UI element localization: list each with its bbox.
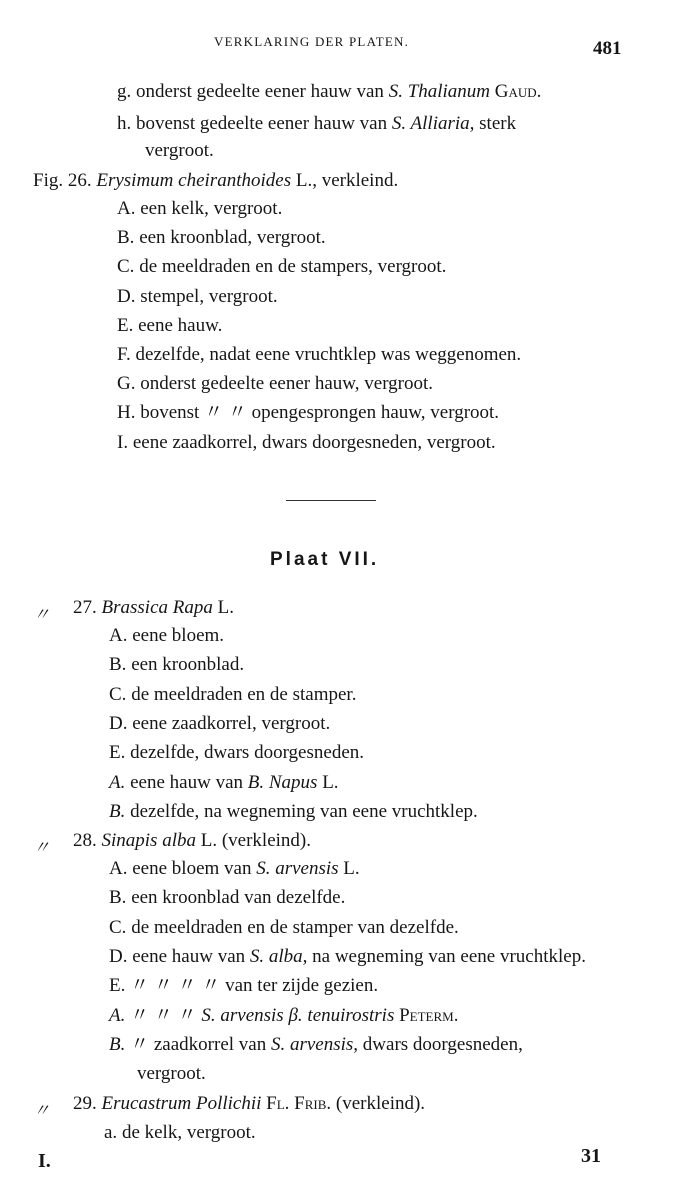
item-key: B. — [109, 800, 126, 822]
figure-rest: L., verkleind. — [295, 170, 399, 191]
item-key: H. — [117, 402, 136, 424]
item-key: A. — [109, 858, 128, 879]
species-name: B. Napus — [247, 771, 318, 793]
item-text: onderst gedeelte eener hauw, vergroot. — [140, 373, 434, 395]
item-text: dezelfde, na wegneming van eene vruchtklep. — [130, 800, 478, 822]
entry-text: onderst gedeelte eener hauw van — [136, 81, 384, 102]
figure-rest: L. — [217, 597, 234, 618]
item-continuation: vergroot. — [137, 1063, 206, 1085]
item-tail: na wegneming van eene vruchtklep. — [312, 945, 586, 967]
figure-label: Fig. 26. — [33, 170, 92, 191]
item-tail: dwars doorgesneden, — [362, 1033, 523, 1055]
plate-heading: Plaat VII. — [270, 549, 380, 570]
list-item — [109, 1034, 523, 1056]
list-item — [109, 887, 345, 909]
item-text: 〃 zaadkorrel van — [130, 1033, 267, 1055]
item-key: B. — [117, 227, 135, 249]
list-item — [109, 858, 360, 880]
list-item — [109, 625, 224, 647]
entry-tail: sterk — [479, 113, 517, 134]
entry-h-continuation: vergroot. — [145, 140, 214, 161]
list-item — [109, 684, 356, 706]
item-key: a. — [104, 1122, 118, 1143]
item-text: eene hauw van — [132, 945, 246, 967]
list-item — [109, 801, 478, 823]
item-tail: L. — [343, 858, 360, 879]
entry-h — [117, 113, 516, 135]
item-key: G. — [117, 373, 136, 395]
list-item — [117, 286, 278, 308]
list-item — [117, 256, 446, 278]
item-text: dezelfde, nadat eene vruchtklep was weggenomen. — [135, 344, 522, 365]
figure-rest: (verkleind). — [335, 1093, 426, 1114]
item-text: de meeldraden en de stamper. — [131, 683, 357, 705]
item-tail: Peterm. — [399, 1004, 459, 1026]
section-divider — [286, 500, 376, 501]
ditto-mark: 〃 — [33, 1101, 50, 1120]
list-item — [117, 402, 499, 424]
item-key: C. — [117, 256, 135, 278]
item-text: eene zaadkorrel, vergroot. — [132, 712, 331, 734]
item-key: B. — [109, 654, 127, 676]
list-item — [104, 1122, 256, 1144]
item-text: 〃 〃 〃 〃 van ter zijde gezien. — [130, 975, 379, 997]
entry-key: g. — [117, 81, 132, 102]
signature-mark: I. — [38, 1150, 51, 1172]
item-key: A. — [109, 1004, 126, 1026]
sheet-number: 31 — [581, 1145, 601, 1167]
list-item — [109, 742, 364, 764]
entry-g — [117, 81, 541, 103]
list-item — [109, 975, 378, 997]
item-text: 〃 〃 〃 — [130, 1004, 197, 1026]
item-text: een kroonblad van dezelfde. — [131, 887, 346, 909]
item-key: D. — [117, 285, 136, 307]
item-text: dezelfde, dwars doorgesneden. — [130, 742, 365, 764]
entry-key: h. — [117, 113, 132, 134]
species-name: S. arvensis — [256, 858, 339, 879]
list-item — [117, 198, 282, 220]
item-text: een kroonblad, vergroot. — [139, 227, 326, 249]
list-item — [117, 432, 496, 454]
item-key: E. — [117, 314, 134, 336]
running-title: VERKLARING DER PLATEN. — [214, 34, 410, 49]
author-name: Fl. Frib. — [266, 1093, 332, 1114]
figure-heading-27 — [73, 597, 234, 619]
item-key: F. — [117, 344, 131, 365]
list-item — [117, 344, 521, 366]
species-name: Sinapis alba — [101, 830, 196, 851]
item-text: de kelk, vergroot. — [121, 1122, 256, 1143]
page-number: 481 — [593, 38, 622, 59]
item-key: C. — [109, 683, 127, 705]
item-key: A. — [109, 771, 126, 793]
item-key: I. — [117, 431, 129, 453]
item-text: bovenst 〃 〃 opengesprongen hauw, vergroot. — [140, 402, 500, 424]
item-text: de meeldraden en de stampers, vergroot. — [139, 256, 447, 278]
list-item — [109, 917, 459, 939]
species-name: S. alba, — [249, 945, 308, 967]
figure-heading-29 — [73, 1093, 425, 1115]
item-key: D. — [109, 945, 128, 967]
item-key: E. — [109, 975, 126, 997]
item-text: eene hauw van — [130, 771, 243, 793]
ditto-mark: 〃 — [33, 605, 50, 624]
figure-rest: L. (verkleind). — [200, 830, 311, 851]
figure-label: 28. — [73, 830, 97, 851]
species-name: Erucastrum Pollichii — [101, 1093, 262, 1114]
list-item — [109, 772, 339, 794]
figure-label: 29. — [73, 1093, 97, 1114]
item-key: C. — [109, 916, 127, 938]
list-item — [109, 1005, 458, 1027]
species-name: Brassica Rapa — [101, 597, 213, 618]
item-tail: L. — [322, 771, 339, 793]
item-text: eene bloem van — [132, 858, 252, 879]
list-item — [109, 946, 586, 968]
item-text: de meeldraden en de stamper van dezelfde. — [131, 916, 459, 938]
list-item — [117, 373, 433, 395]
ditto-mark: 〃 — [33, 838, 50, 857]
item-key: A. — [109, 625, 128, 646]
entry-text: bovenst gedeelte eener hauw van — [136, 113, 388, 134]
list-item — [109, 713, 330, 735]
item-text: eene bloem. — [132, 625, 225, 646]
item-key: E. — [109, 742, 126, 764]
species-name: Erysimum cheiranthoides — [96, 170, 292, 191]
list-item — [117, 315, 222, 337]
item-text: eene zaadkorrel, dwars doorgesneden, vergroot. — [132, 431, 496, 453]
figure-label: 27. — [73, 597, 97, 618]
item-text: een kroonblad. — [131, 654, 245, 676]
figure-heading-28 — [73, 830, 311, 852]
species-name: S. Thalianum — [388, 81, 491, 102]
item-key: A. — [117, 198, 136, 219]
author-name: Gaud. — [494, 81, 542, 102]
list-item — [109, 654, 244, 676]
item-key: B. — [109, 1033, 126, 1055]
item-key: B. — [109, 887, 127, 909]
species-name: S. Alliaria, — [391, 113, 475, 134]
list-item — [117, 227, 326, 249]
item-text: stempel, vergroot. — [140, 285, 278, 307]
item-text: eene hauw. — [138, 314, 223, 336]
item-key: D. — [109, 712, 128, 734]
figure-heading-26 — [33, 170, 398, 192]
item-text: een kelk, vergroot. — [140, 198, 283, 219]
species-name: S. arvensis β. tenuirostris — [201, 1004, 395, 1026]
species-name: S. arvensis, — [270, 1033, 359, 1055]
